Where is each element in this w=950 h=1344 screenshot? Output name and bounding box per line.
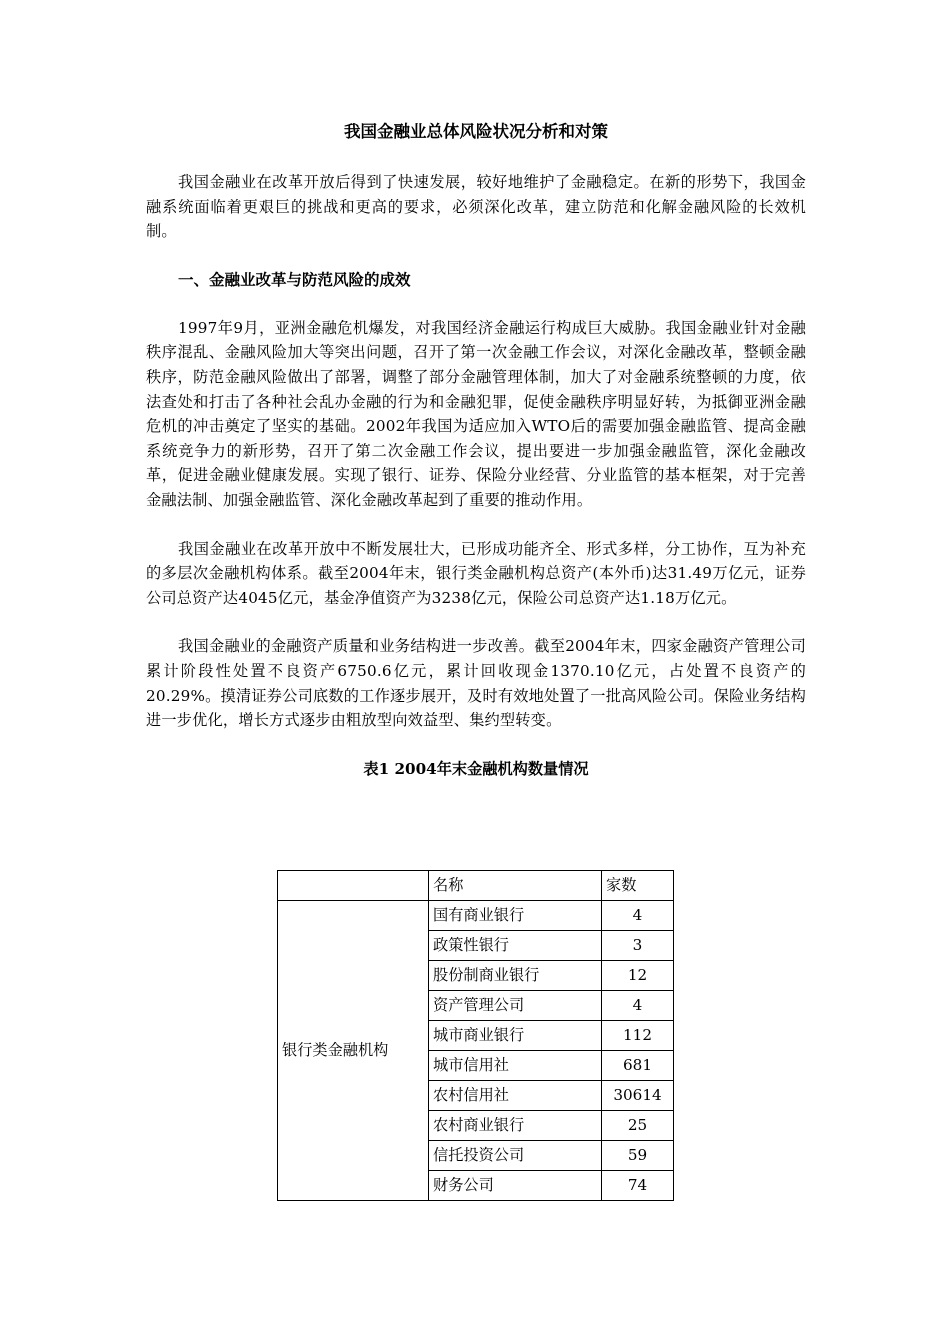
document-title: 我国金融业总体风险状况分析和对策: [344, 122, 608, 141]
group-label-cell: 银行类金融机构: [278, 901, 429, 1201]
table-row: [278, 901, 674, 931]
name-cell: 城市商业银行: [429, 1021, 602, 1051]
name-cell: 信托投资公司: [429, 1141, 602, 1171]
name-cell: 资产管理公司: [429, 991, 602, 1021]
name-cell: 股份制商业银行: [429, 961, 602, 991]
intro-paragraph: 我国金融业在改革开放后得到了快速发展，较好地维护了金融稳定。在新的形势下，我国金融系统面临着更艰巨的挑战和更高的要求，必须深化改革，建立防范和化解金融风险的长效机制。: [146, 173, 806, 241]
count-cell: 74: [602, 1171, 674, 1201]
header-cell-empty: [278, 871, 429, 901]
institutions-table: [277, 870, 674, 1201]
name-cell: 国有商业银行: [429, 901, 602, 931]
name-cell: 农村信用社: [429, 1081, 602, 1111]
count-cell: 30614: [602, 1081, 674, 1111]
count-cell: 25: [602, 1111, 674, 1141]
count-cell: 59: [602, 1141, 674, 1171]
document-page: [146, 120, 806, 803]
paragraph: 我国金融业的金融资产质量和业务结构进一步改善。截至2004年末，四家金融资产管理公司累计阶段性处置不良资产6750.6亿元，累计回收现金1370.10亿元，占处置不良资产的20.29%。摸清证券公司底数的工作逐步展开，及时有效地处置了一批高风险公司。保险业务结构进一步优化，增长方式逐步由粗放型向效益型、集约型转变。: [146, 637, 806, 730]
count-cell: 3: [602, 931, 674, 961]
count-cell: 4: [602, 901, 674, 931]
count-cell: 4: [602, 991, 674, 1021]
section-heading: 一、金融业改革与防范风险的成效: [178, 269, 411, 289]
name-cell: 政策性银行: [429, 931, 602, 961]
paragraph: 我国金融业在改革开放中不断发展壮大，已形成功能齐全、形式多样，分工协作，互为补充的多层次金融机构体系。截至2004年末，银行类金融机构总资产(本外币)达31.49万亿元，证券公司总资产达4045亿元，基金净值资产为3238亿元，保险公司总资产达1.18万亿元。: [146, 539, 806, 607]
count-cell: 112: [602, 1021, 674, 1051]
name-cell: 财务公司: [429, 1171, 602, 1201]
header-cell-name: 名称: [429, 871, 602, 901]
count-cell: 681: [602, 1051, 674, 1081]
paragraph: 1997年9月，亚洲金融危机爆发，对我国经济金融运行构成巨大威胁。我国金融业针对金融秩序混乱、金融风险加大等突出问题，召开了第一次金融工作会议，对深化金融改革，整顿金融秩序，防范金融风险做出了部署，调整了部分金融管理体制，加大了对金融系统整顿的力度，依法查处和打击了各种社会乱办金融的行为和金融犯罪，促使金融秩序明显好转，为抵御亚洲金融危机的冲击奠定了坚实的基础。2002年我国为适应加入WTO后的需要加强金融监管、提高金融系统竞争力的新形势，召开了第二次金融工作会议，提出要进一步加强金融监管，深化金融改革，促进金融业健康发展。实现了银行、证券、保险分业经营、分业监管的基本框架，对于完善金融法制、加强金融监管、深化金融改革起到了重要的推动作用。: [146, 318, 806, 509]
name-cell: 城市信用社: [429, 1051, 602, 1081]
table-header-row: [278, 871, 674, 901]
table-caption: 表1 2004年末金融机构数量情况: [363, 759, 589, 778]
header-cell-count: 家数: [602, 871, 674, 901]
name-cell: 农村商业银行: [429, 1111, 602, 1141]
count-cell: 12: [602, 961, 674, 991]
